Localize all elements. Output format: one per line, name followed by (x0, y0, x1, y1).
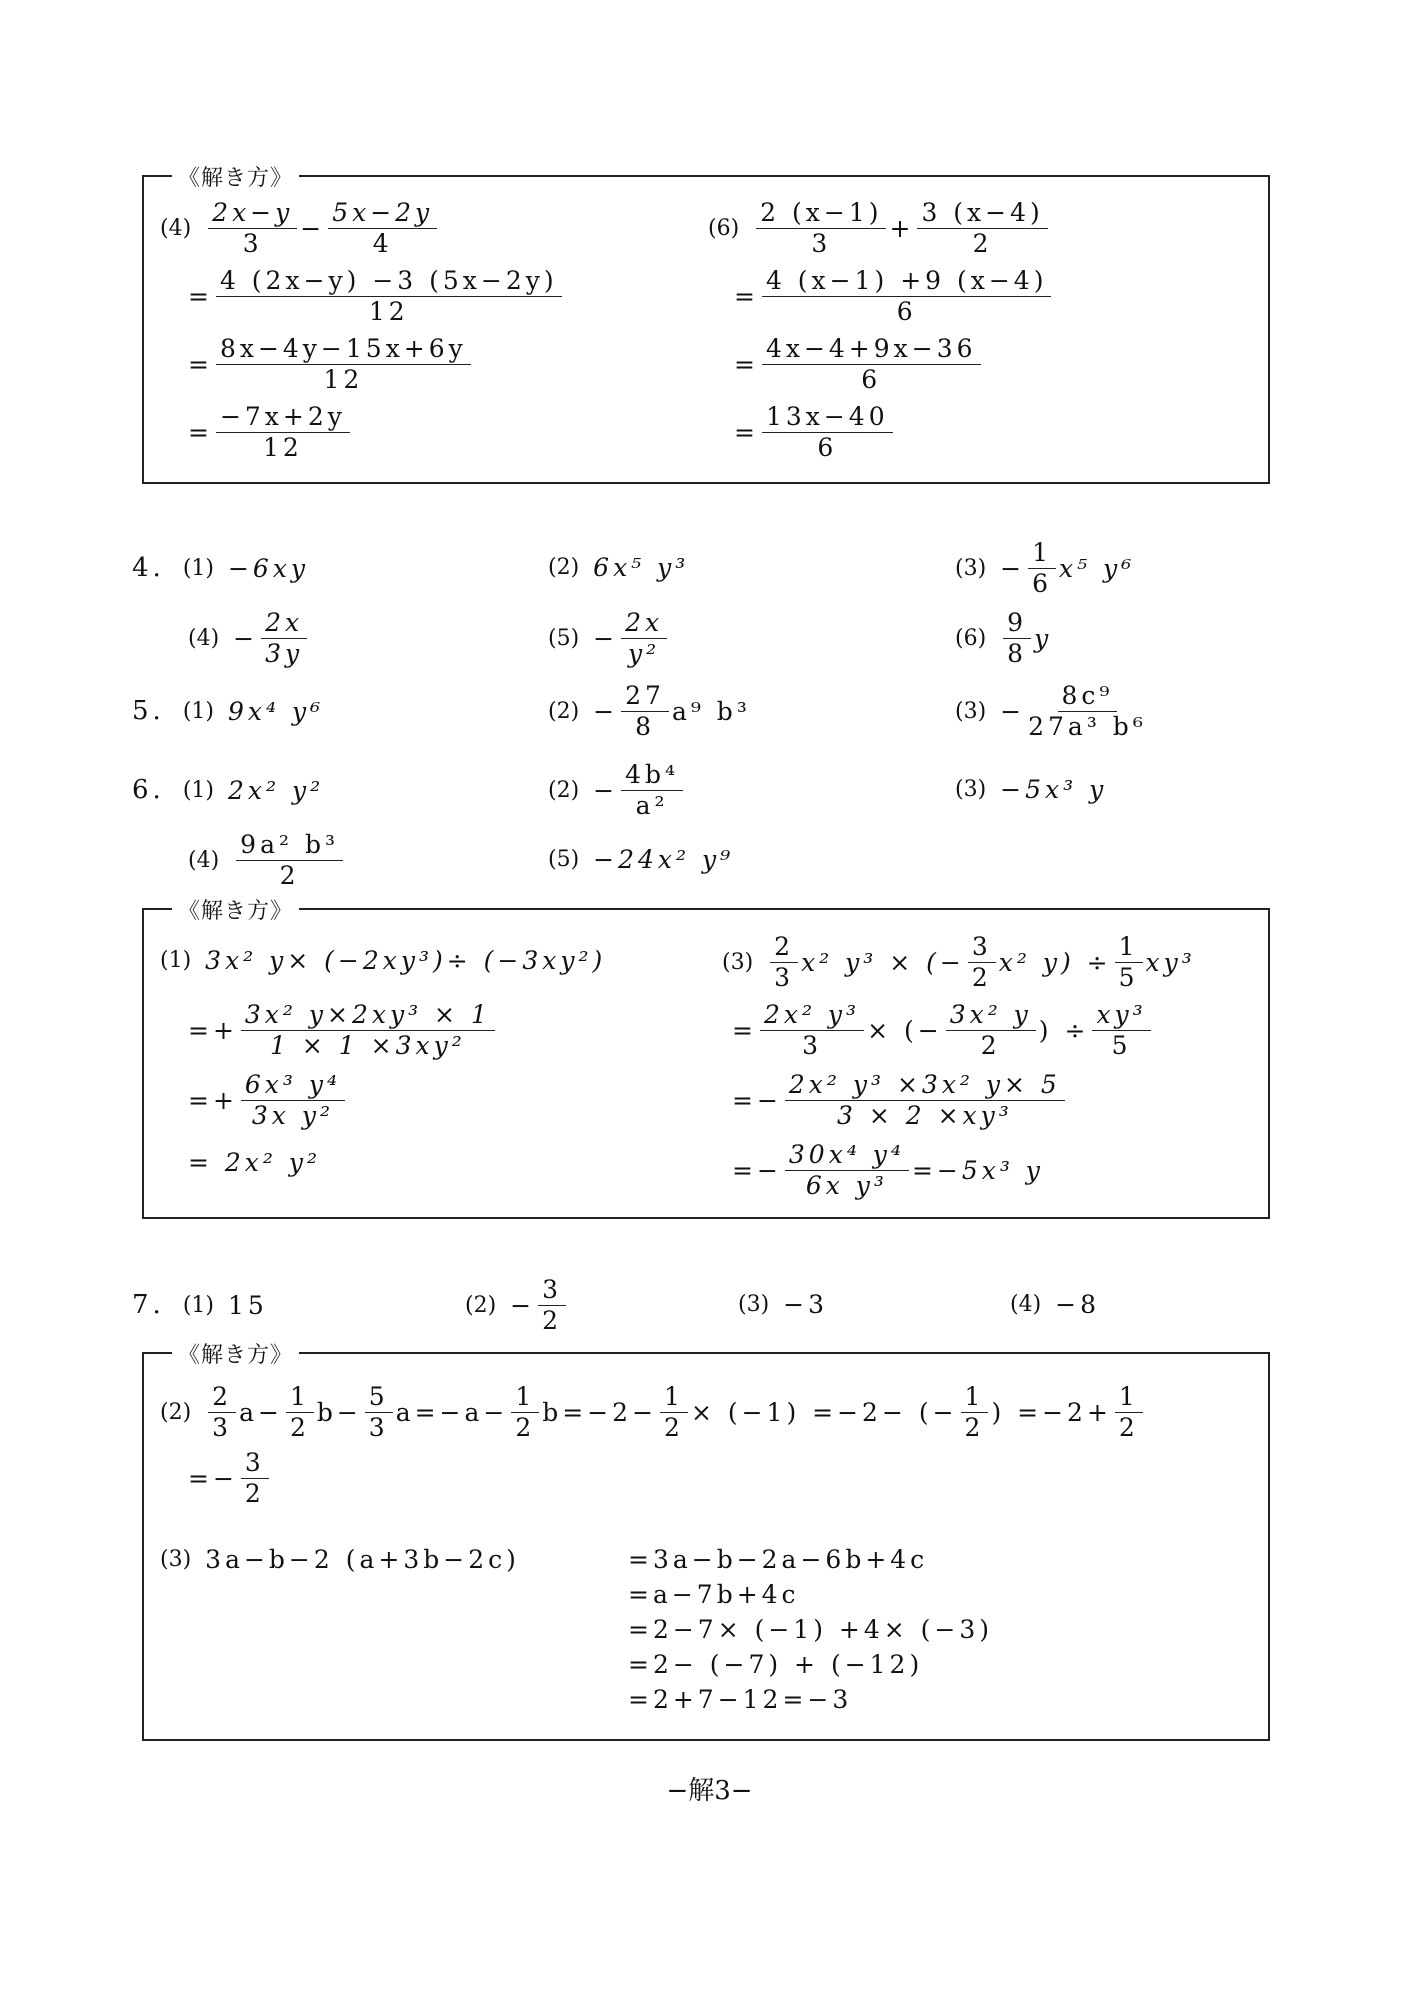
solution-6-line-1: (6) $\frac{2 (x-1)}{3}$ + $\frac{3 (x-4)}{2}$ (708, 198, 1051, 259)
solution-4-line-3: = $\frac{8x-4y-15x+6y}{12}$ (188, 334, 474, 395)
fraction: $\frac{1}{2}$ (1115, 1382, 1143, 1443)
fraction: $\frac{2}{3}$ (208, 1382, 236, 1443)
answer-4-6: (6) $\frac{9}{8}$ y (955, 608, 1053, 668)
page-number: −解3− (666, 1776, 753, 1806)
solution-6-line-2: = $\frac{4 (x-1) +9 (x-4)}{6}$ (734, 266, 1054, 327)
answer-7-3: (3) −3 (738, 1290, 829, 1319)
answer-6-1: 6. (1) 2x² y² (132, 775, 325, 805)
fraction: $\frac{2x-y}{3}$ (208, 198, 297, 259)
answer-5-1: 5. (1) 9x⁴ y⁶ (132, 696, 325, 726)
answer-7-1: 7. (1) 15 (132, 1290, 268, 1320)
fraction: $\frac{5}{3}$ (365, 1382, 393, 1443)
fraction: $\frac{1}{2}$ (961, 1382, 989, 1443)
solution-6-line-4: = $\frac{13x-40}{6}$ (734, 402, 896, 463)
answer-7-4: (4) −8 (1010, 1290, 1101, 1319)
answer-4-2: (2) 6x⁵ y³ (548, 553, 690, 582)
answer-6-5: (5) −24x² y⁹ (548, 845, 735, 874)
fraction: $\frac{1}{2}$ (660, 1382, 688, 1443)
fraction: $\frac{1}{2}$ (286, 1382, 314, 1443)
solution-4-line-1: (4) $\frac{2x-y}{3}$ − $\frac{5x-2y}{4}$ (160, 198, 440, 259)
fraction: $\frac{1}{2}$ (511, 1382, 539, 1443)
answer-6-2: (2) − $\frac{\text{4b⁴}}{\text{a²}}$ (548, 760, 686, 821)
answer-4-1: 4. (1) −6xy (132, 553, 310, 583)
answer-4-3: (3) − $\frac{1}{6}$ x⁵ y⁶ (955, 538, 1136, 598)
solution-4-line-2: = $\frac{4 (2x-y) -3 (5x-2y)}{12}$ (188, 266, 565, 327)
answer-6-4: (4) $\frac{\text{9a² b³}}{2}$ (188, 830, 346, 891)
answer-6-3: (3) −5x³ y (955, 775, 1108, 804)
solution-label: 《解き方》 (172, 161, 299, 192)
answer-4-4: (4) − $\frac{2x}{3y}$ (188, 608, 310, 669)
solution-box-2: 《解き方》 (142, 908, 1270, 1219)
answer-5-2: (2) − $\frac{27}{8}$ a⁹ b³ (548, 681, 751, 741)
answer-7-2: (2) − $\frac{3}{2}$ (465, 1275, 569, 1336)
answer-5-3: (3) − $\frac{\text{8c⁹}}{\text{27a³ b⁶}}$ (955, 681, 1147, 741)
solution-box-3: 《解き方》 (142, 1352, 1270, 1741)
solution-6-line-3: = $\frac{4x-4+9x-36}{6}$ (734, 334, 984, 395)
fraction: $\frac{5x-2y}{4}$ (328, 198, 437, 259)
solution-4-line-4: = $\frac{-7x+2y}{12}$ (188, 402, 353, 463)
answer-4-5: (5) − $\frac{2x}{\text{y²}}$ (548, 608, 670, 669)
